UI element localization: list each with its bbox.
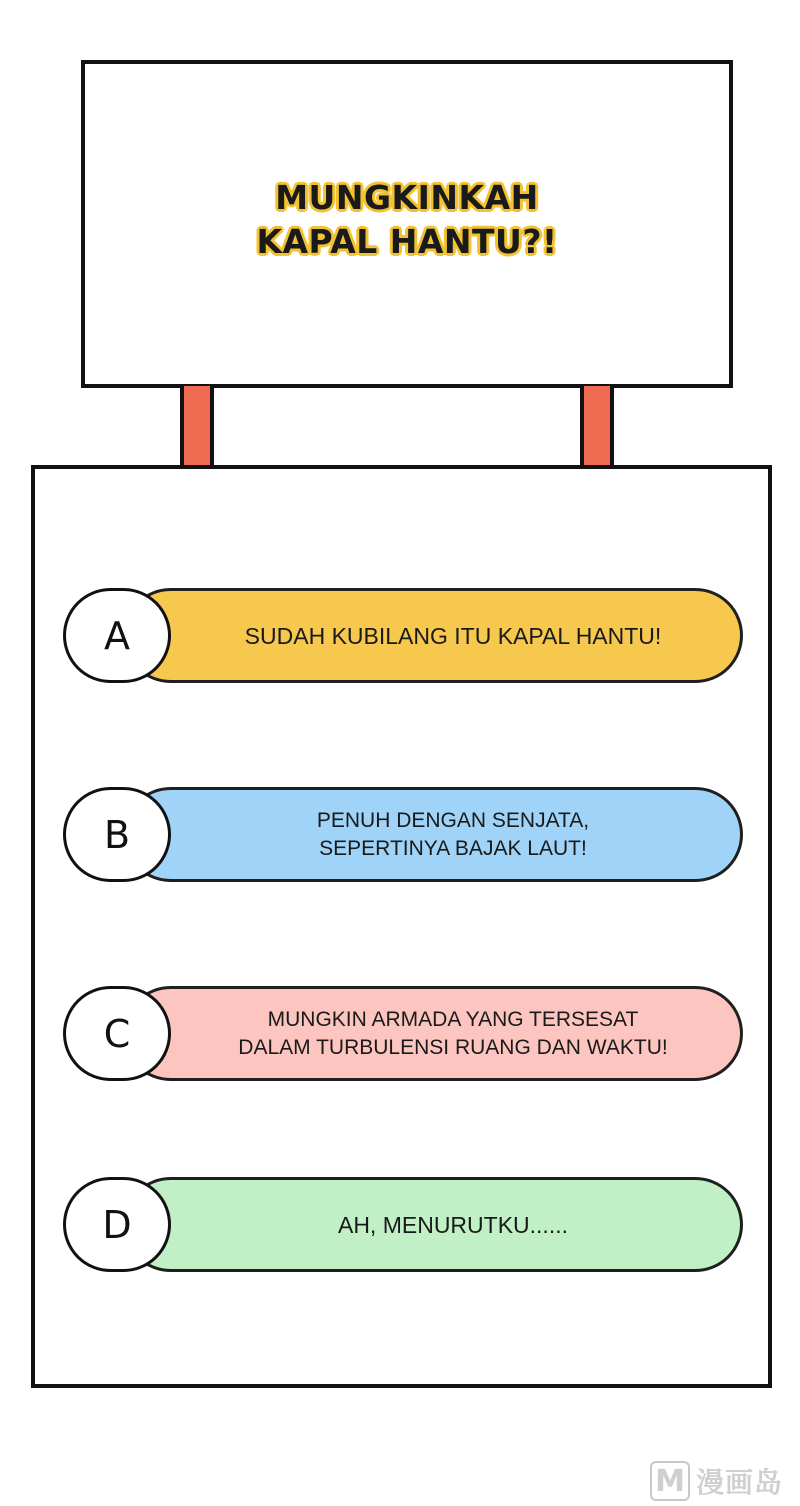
option-c-text: MUNGKIN ARMADA YANG TERSESAT DALAM TURBULENSI RUANG DAN WAKTU! [238, 1007, 668, 1059]
sign-pole-left [180, 386, 214, 468]
option-d-text: AH, MENURUTKU...... [337, 1211, 568, 1238]
watermark-m-icon: M [650, 1461, 690, 1501]
option-c[interactable] [63, 986, 743, 1081]
sign-title-line-2: KAPAL HANTU?! [256, 222, 558, 261]
sign-board [81, 60, 733, 388]
sign-pole-right [580, 386, 614, 468]
sign-title [85, 176, 729, 264]
option-b[interactable] [63, 787, 743, 882]
option-b-text: PENUH DENGAN SENJATA, SEPERTINYA BAJAK LAUT! [316, 808, 590, 860]
option-c-badge: C [63, 986, 171, 1081]
sign-title-line-1: MUNGKINKAH [275, 178, 539, 217]
option-b-badge: B [63, 787, 171, 882]
option-d[interactable] [63, 1177, 743, 1272]
option-a-text: SUDAH KUBILANG ITU KAPAL HANTU! [244, 622, 662, 649]
watermark-logo [650, 1460, 783, 1502]
option-d-badge: D [63, 1177, 171, 1272]
watermark-text: 漫画岛 [696, 1466, 784, 1499]
option-a[interactable] [63, 588, 743, 683]
option-a-badge: A [63, 588, 171, 683]
